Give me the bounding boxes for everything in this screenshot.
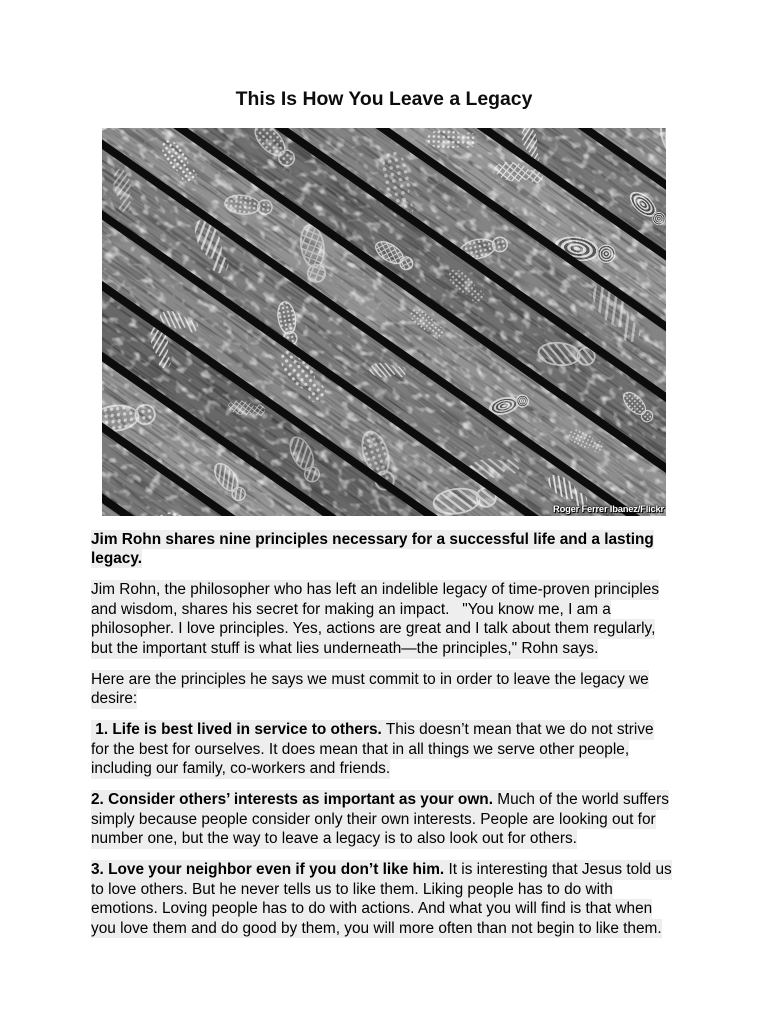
principle-2-line-3: number one, but the way to leave a legacy is to also look out for others. (91, 830, 577, 848)
principle-3-line-4: you love them and do good by them, you will more often than not begin to like them. (91, 919, 662, 937)
summary-paragraph (91, 530, 711, 568)
document-title: This Is How You Leave a Legacy (235, 88, 533, 110)
lead-in-line-2: desire: (91, 690, 138, 708)
summary-line-1: Jim Rohn shares nine principles necessary for a successful life and a lasting (91, 531, 654, 548)
summary-line-2: legacy. (91, 550, 143, 567)
lead-in-paragraph (91, 670, 711, 709)
boardwalk-photo (102, 128, 666, 516)
principle-1-first-line (91, 720, 654, 740)
lead-in-line-1: Here are the principles he says we must commit to in order to leave the legacy we (91, 670, 649, 688)
intro-paragraph (91, 580, 711, 658)
intro-line-4: but the important stuff is what lies underneath—the principles," Rohn says. (91, 639, 599, 657)
principle-1-text: This doesn’t mean that we do not strive (381, 721, 654, 739)
principle-2-text: Much of the world suffers (492, 791, 669, 809)
article-body (91, 530, 711, 950)
weathering-texture (102, 128, 666, 516)
principle-3-first-line (91, 860, 672, 880)
intro-line-2: and wisdom, shares his secret for making an impact. "You know me, I am a (91, 600, 611, 618)
photo-credit: Roger Ferrer Ibanez/Flickr (553, 503, 664, 514)
principle-3-line-3: emotions. Loving people has to do with actions. And what you will find is that when (91, 900, 653, 918)
principle-1-heading: 1. Life is best lived in service to others. (91, 721, 382, 739)
principle-3-line-2: to love others. But he never tells us to like them. Liking people has to do with (91, 880, 613, 898)
principle-2 (91, 790, 711, 849)
principle-2-first-line (91, 790, 669, 810)
principle-2-heading: 2. Consider others’ interests as important as your own. (91, 791, 493, 809)
principle-2-line-2: simply because people consider only their own interests. People are looking out for (91, 810, 656, 828)
principle-3-text: It is interesting that Jesus told us (444, 861, 672, 879)
principle-3 (91, 860, 711, 938)
intro-line-1: Jim Rohn, the philosopher who has left an indelible legacy of time-proven principles (91, 581, 660, 599)
intro-line-3: philosopher. I love principles. Yes, actions are great and I talk about them regularly, (91, 620, 656, 638)
principle-1 (91, 720, 711, 779)
boardwalk-planks (102, 128, 666, 516)
principle-1-line-3: including our family, co-workers and friends. (91, 760, 391, 778)
article-photo (102, 128, 666, 516)
principle-3-heading: 3. Love your neighbor even if you don’t like him. (91, 861, 445, 879)
principle-1-line-2: for the best for ourselves. It does mean that in all things we serve other people, (91, 740, 630, 758)
